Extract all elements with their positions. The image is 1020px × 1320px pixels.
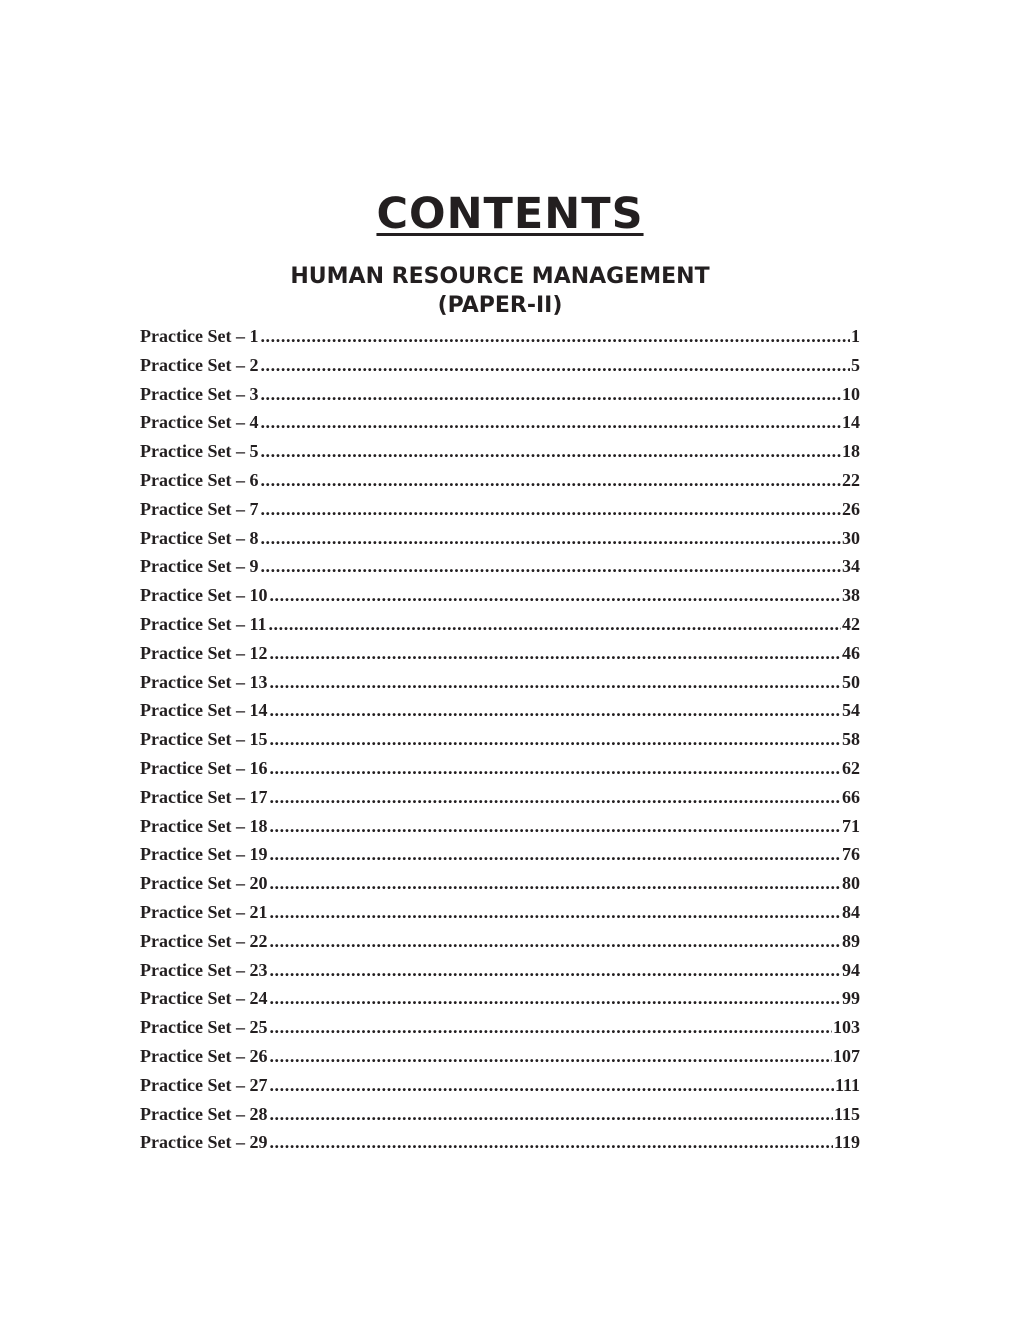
toc-entry[interactable] [140,322,860,351]
toc-entry[interactable] [140,927,860,956]
toc-entry[interactable] [140,408,860,437]
toc-entry[interactable] [140,696,860,725]
toc-entry-label: Practice Set – 8 [140,527,259,548]
toc-dot-leader [269,927,841,956]
toc-entry-page-number: 58 [842,729,860,750]
page-title [0,186,1020,242]
toc-entry-page-number: 107 [833,1045,860,1066]
toc-entry[interactable] [140,840,860,869]
toc-entry-label: Practice Set – 3 [140,383,259,404]
toc-entry-label: Practice Set – 26 [140,1045,268,1066]
toc-dot-leader [269,840,841,869]
toc-entry-label: Practice Set – 24 [140,988,268,1009]
toc-entry-label: Practice Set – 21 [140,901,268,922]
toc-dot-leader [269,956,841,985]
toc-entry-label: Practice Set – 10 [140,585,268,606]
toc-entry[interactable] [140,1042,860,1071]
toc-dot-leader [269,1042,832,1071]
toc-entry-label: Practice Set – 1 [140,326,259,346]
toc-entry-page-number: 111 [834,1074,860,1095]
toc-entry-label: Practice Set – 28 [140,1103,268,1124]
toc-entry-label: Practice Set – 5 [140,441,259,462]
toc-entry-label: Practice Set – 23 [140,959,268,980]
toc-dot-leader [260,380,841,409]
toc-entry-page-number: 30 [842,527,860,548]
toc-entry[interactable] [140,437,860,466]
toc-entry[interactable] [140,610,860,639]
toc-entry-page-number: 50 [842,671,860,692]
toc-entry[interactable] [140,754,860,783]
toc-dot-leader [269,812,841,841]
toc-entry[interactable] [140,552,860,581]
toc-entry-label: Practice Set – 9 [140,556,259,577]
toc-entry-label: Practice Set – 17 [140,786,268,807]
toc-entry-label: Practice Set – 11 [140,613,267,634]
toc-entry-page-number: 1 [851,326,860,346]
toc-entry[interactable] [140,1071,860,1100]
page-title-text: CONTENTS [376,189,644,239]
toc-entry[interactable] [140,812,860,841]
toc-dot-leader [269,1128,833,1157]
toc-dot-leader [269,1013,832,1042]
toc-dot-leader [269,1100,833,1129]
toc-entry-page-number: 80 [842,873,860,894]
toc-entry-page-number: 14 [842,412,860,433]
toc-dot-leader [269,783,841,812]
toc-entry-page-number: 99 [842,988,860,1009]
toc-dot-leader [268,610,841,639]
toc-entry[interactable] [140,668,860,697]
toc-entry-label: Practice Set – 22 [140,930,268,951]
toc-dot-leader [269,581,841,610]
toc-entry[interactable] [140,581,860,610]
toc-dot-leader [269,668,841,697]
toc-entry-label: Practice Set – 20 [140,873,268,894]
table-of-contents [140,322,860,1157]
toc-entry-label: Practice Set – 19 [140,844,268,865]
toc-dot-leader [260,495,841,524]
toc-entry-page-number: 34 [842,556,860,577]
toc-entry-page-number: 84 [842,901,860,922]
toc-entry-label: Practice Set – 27 [140,1074,268,1095]
toc-entry[interactable] [140,869,860,898]
toc-dot-leader [269,696,841,725]
toc-entry-page-number: 103 [833,1017,860,1038]
toc-entry-label: Practice Set – 12 [140,642,268,663]
toc-entry[interactable] [140,1013,860,1042]
toc-entry[interactable] [140,639,860,668]
toc-entry-page-number: 89 [842,930,860,951]
toc-dot-leader [260,351,850,380]
toc-entry-page-number: 71 [842,815,860,836]
toc-entry[interactable] [140,1128,860,1157]
toc-entry-page-number: 62 [842,757,860,778]
toc-entry-page-number: 119 [833,1132,860,1153]
toc-dot-leader [260,466,841,495]
toc-entry-page-number: 115 [833,1103,860,1124]
toc-entry-page-number: 26 [842,498,860,519]
toc-entry[interactable] [140,956,860,985]
toc-entry-label: Practice Set – 6 [140,469,259,490]
subject-title: HUMAN RESOURCE MANAGEMENT [290,264,710,289]
toc-entry-label: Practice Set – 7 [140,498,259,519]
toc-entry-page-number: 76 [842,844,860,865]
toc-dot-leader [260,524,841,553]
paper-label: (PAPER-II) [437,293,563,318]
toc-dot-leader [260,552,841,581]
toc-dot-leader [260,437,841,466]
toc-entry-label: Practice Set – 18 [140,815,268,836]
toc-entry-label: Practice Set – 25 [140,1017,268,1038]
toc-entry[interactable] [140,380,860,409]
toc-entry-label: Practice Set – 16 [140,757,268,778]
toc-dot-leader [260,322,850,351]
toc-dot-leader [269,639,841,668]
toc-dot-leader [269,869,841,898]
toc-entry-label: Practice Set – 14 [140,700,268,721]
toc-entry-page-number: 46 [842,642,860,663]
toc-entry-page-number: 42 [842,613,860,634]
toc-dot-leader [260,408,841,437]
toc-entry-label: Practice Set – 15 [140,729,268,750]
toc-entry[interactable] [140,466,860,495]
toc-dot-leader [269,898,841,927]
toc-entry[interactable] [140,524,860,553]
toc-entry[interactable] [140,783,860,812]
toc-dot-leader [269,984,841,1013]
toc-entry-page-number: 94 [842,959,860,980]
toc-entry[interactable] [140,351,860,380]
toc-entry[interactable] [140,1100,860,1129]
toc-entry-page-number: 18 [842,441,860,462]
toc-entry-page-number: 5 [851,354,860,375]
toc-entry-page-number: 66 [842,786,860,807]
toc-entry-label: Practice Set – 2 [140,354,259,375]
toc-entry-page-number: 22 [842,469,860,490]
toc-dot-leader [269,1071,834,1100]
toc-entry-page-number: 54 [842,700,860,721]
toc-entry-label: Practice Set – 4 [140,412,259,433]
toc-entry-label: Practice Set – 13 [140,671,268,692]
toc-entry-label: Practice Set – 29 [140,1132,268,1153]
toc-dot-leader [269,725,841,754]
toc-entry-page-number: 10 [842,383,860,404]
toc-entry-page-number: 38 [842,585,860,606]
toc-dot-leader [269,754,841,783]
toc-entry[interactable] [140,725,860,754]
toc-entry[interactable] [140,495,860,524]
toc-entry[interactable] [140,898,860,927]
toc-entry[interactable] [140,984,860,1013]
